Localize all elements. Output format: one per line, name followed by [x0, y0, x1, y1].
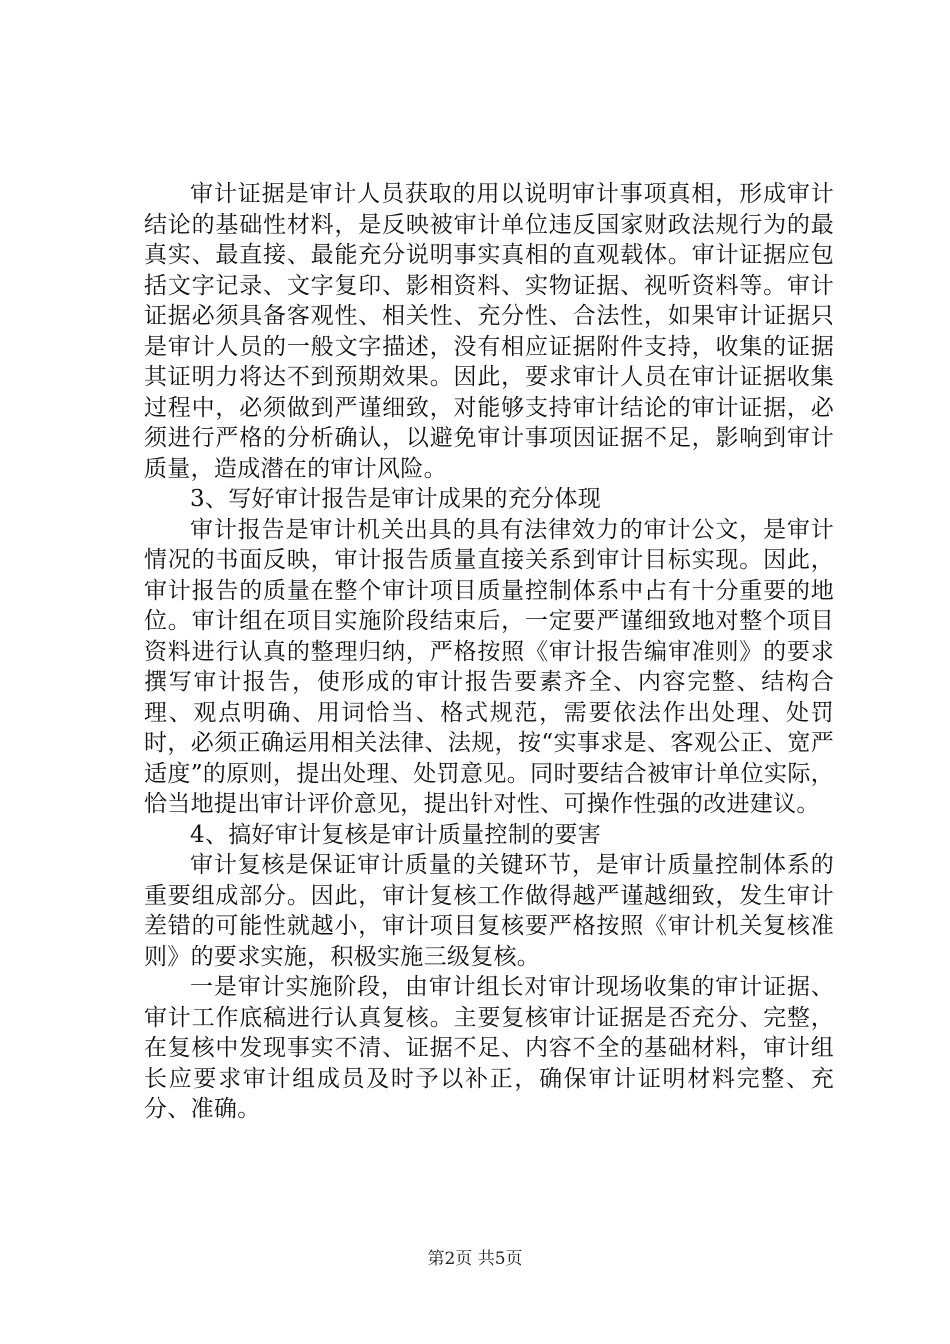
page-number-footer: 第2页 共5页: [427, 1249, 523, 1269]
paragraph-audit-report: 审计报告是审计机关出具的具有法律效力的审计公文，是审计情况的书面反映，审计报告质量直接关系到审计目标实现。因此，审计报告的质量在整个审计项目质量控制体系中占有十分重要的地位。审计组在项目实施阶段结束后，一定要严谨细致地对整个项目资料进行认真的整理归纳，严格按照《审计报告编审准则》的要求撰写审计报告，使形成的审计报告要素齐全、内容完整、结构合理、观点明确、用词恰当、格式规范，需要依法作出处理、处罚时，必须正确运用相关法律、法规，按“实事求是、客观公正、宽严适度”的原则，提出处理、处罚意见。同时要结合被审计单位实际，恰当地提出审计评价意见，提出针对性、可操作性强的改进建议。: [144, 516, 834, 817]
section-heading-audit-report: 3、写好审计报告是审计成果的充分体现: [190, 486, 602, 512]
paragraph-audit-review: 审计复核是保证审计质量的关键环节，是审计质量控制体系的重要组成部分。因此，审计复核工作做得越严谨越细致，发生审计差错的可能性就越小，审计项目复核要严格按照《审计机关复核准则》的要求实施，积极实施三级复核。: [144, 852, 834, 970]
document-body: [144, 179, 834, 1125]
paragraph-implementation-stage: 一是审计实施阶段，由审计组长对审计现场收集的审计证据、审计工作底稿进行认真复核。主要复核审计证据是否充分、完整，在复核中发现事实不清、证据不足、内容不全的基础材料，审计组长应要求审计组成员及时予以补正，确保审计证明材料完整、充分、准确。: [144, 974, 834, 1122]
section-heading-audit-review: 4、搞好审计复核是审计质量控制的要害: [190, 821, 602, 848]
paragraph-audit-evidence: 审计证据是审计人员获取的用以说明审计事项真相，形成审计结论的基础性材料，是反映被审计单位违反国家财政法规行为的最真实、最直接、最能充分说明事实真相的直观载体。审计证据应包括文字记录、文字复印、影相资料、实物证据、视听资料等。审计证据必须具备客观性、相关性、充分性、合法性，如果审计证据只是审计人员的一般文字描述，没有相应证据附件支持，收集的证据其证明力将达不到预期效果。因此，要求审计人员在审计证据收集过程中，必须做到严谨细致，对能够支持审计结论的审计证据，必须进行严格的分析确认，以避免审计事项因证据不足，影响到审计质量，造成潜在的审计风险。: [144, 181, 834, 482]
